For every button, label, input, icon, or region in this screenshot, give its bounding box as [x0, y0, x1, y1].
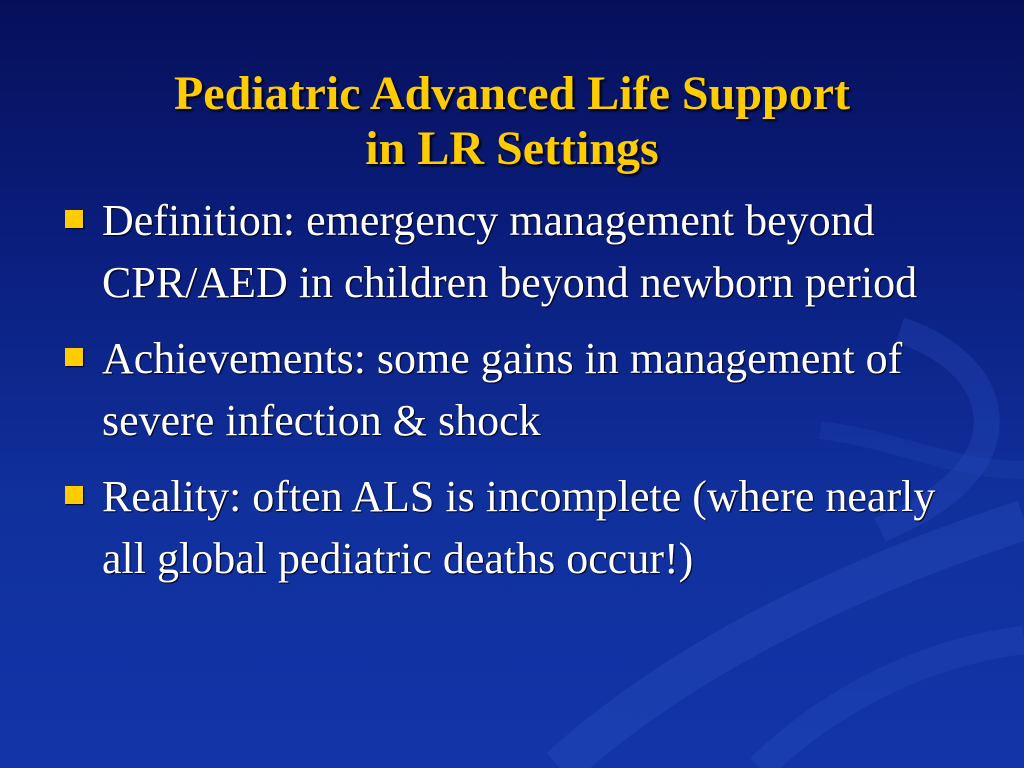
bullet-item-achievements — [62, 328, 982, 452]
bullet-item-reality — [62, 466, 982, 590]
yellow-square-bullet-icon — [65, 348, 83, 366]
title-line-2: in LR Settings — [365, 122, 659, 176]
bullet-item-definition — [62, 190, 982, 314]
title-line-1: Pediatric Advanced Life Support — [173, 67, 850, 121]
yellow-square-bullet-icon — [65, 486, 83, 504]
slide-title — [40, 66, 984, 176]
yellow-square-bullet-icon — [65, 210, 83, 228]
bullet-text: Reality: often ALS is incomplete (where nearly all global pediatric deaths occur!) — [102, 472, 936, 583]
bullet-text: Definition: emergency management beyond CPR/AED in children beyond newborn period — [102, 196, 918, 307]
swirl-stroke — [760, 640, 1024, 768]
bullet-text: Achievements: some gains in management of severe infection & shock — [102, 334, 903, 445]
bullet-list — [62, 190, 982, 604]
